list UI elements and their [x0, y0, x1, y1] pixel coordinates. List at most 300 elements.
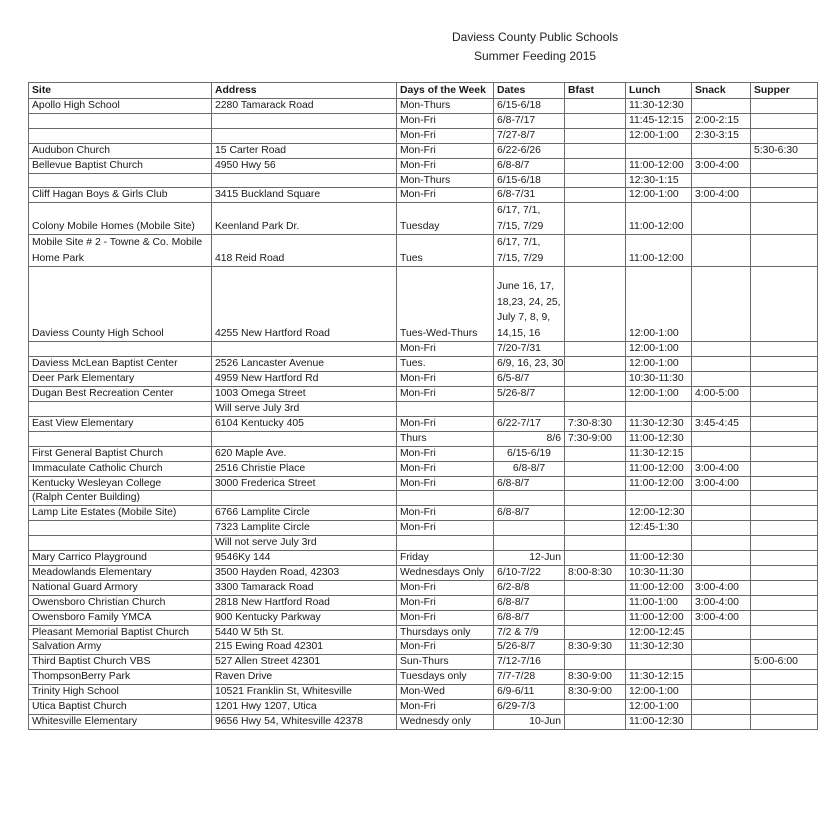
cell-site: Dugan Best Recreation Center [29, 387, 212, 402]
cell-dates [494, 491, 565, 506]
table-row [29, 128, 818, 143]
cell-days: Mon-Fri [397, 342, 494, 357]
cell-supper [751, 491, 818, 506]
cell-bfast [565, 655, 626, 670]
cell-lunch: 11:00-12:30 [626, 431, 692, 446]
cell-lunch: 12:00-1:00 [626, 357, 692, 372]
cell-bfast [565, 491, 626, 506]
cell-bfast [565, 235, 626, 267]
cell-address: 2516 Christie Place [212, 461, 397, 476]
cell-supper [751, 267, 818, 342]
cell-snack [692, 521, 751, 536]
cell-lunch: 10:30-11:30 [626, 565, 692, 580]
cell-days [397, 536, 494, 551]
cell-address: 3415 Buckland Square [212, 188, 397, 203]
cell-site: Immaculate Catholic Church [29, 461, 212, 476]
cell-site [29, 173, 212, 188]
cell-dates: 6/8-8/7 [494, 610, 565, 625]
cell-dates: 5/26-8/7 [494, 387, 565, 402]
cell-site [29, 128, 212, 143]
cell-site: Kentucky Wesleyan College [29, 476, 212, 491]
cell-days: Mon-Fri [397, 113, 494, 128]
cell-address: 527 Allen Street 42301 [212, 655, 397, 670]
cell-days: Mon-Fri [397, 580, 494, 595]
cell-bfast [565, 113, 626, 128]
cell-dates: 6/9-6/11 [494, 685, 565, 700]
cell-lunch: 11:00-12:00 [626, 610, 692, 625]
cell-supper [751, 536, 818, 551]
table-row [29, 267, 818, 342]
cell-days: Tuesdays only [397, 670, 494, 685]
cell-dates: 6/8-8/7 [494, 476, 565, 491]
cell-bfast [565, 446, 626, 461]
cell-site: ThompsonBerry Park [29, 670, 212, 685]
cell-supper [751, 446, 818, 461]
cell-site: Daviess McLean Baptist Center [29, 357, 212, 372]
cell-lunch: 11:30-12:15 [626, 446, 692, 461]
cell-site: Owensboro Christian Church [29, 595, 212, 610]
cell-supper [751, 173, 818, 188]
cell-site [29, 342, 212, 357]
cell-snack [692, 640, 751, 655]
column-header-site: Site [29, 83, 212, 99]
cell-bfast [565, 536, 626, 551]
cell-lunch: 12:45-1:30 [626, 521, 692, 536]
cell-days: Wednesdays Only [397, 565, 494, 580]
table-row [29, 158, 818, 173]
cell-address: 10521 Franklin St, Whitesville [212, 685, 397, 700]
cell-bfast [565, 580, 626, 595]
cell-address: 2280 Tamarack Road [212, 99, 397, 114]
cell-lunch: 11:00-12:00 [626, 580, 692, 595]
cell-site [29, 401, 212, 416]
table-row [29, 99, 818, 114]
cell-supper [751, 128, 818, 143]
cell-address: 4950 Hwy 56 [212, 158, 397, 173]
cell-bfast [565, 401, 626, 416]
cell-bfast [565, 625, 626, 640]
cell-site: Salvation Army [29, 640, 212, 655]
cell-supper [751, 700, 818, 715]
cell-address: 15 Carter Road [212, 143, 397, 158]
column-header-dates: Dates [494, 83, 565, 99]
cell-bfast [565, 203, 626, 235]
cell-days: Mon-Thurs [397, 173, 494, 188]
cell-days: Mon-Fri [397, 521, 494, 536]
cell-site: National Guard Armory [29, 580, 212, 595]
cell-days: Tues. [397, 357, 494, 372]
cell-lunch: 11:30-12:30 [626, 416, 692, 431]
cell-days: Mon-Fri [397, 640, 494, 655]
cell-snack [692, 715, 751, 730]
cell-snack: 3:00-4:00 [692, 595, 751, 610]
cell-days: Thurs [397, 431, 494, 446]
cell-snack: 3:00-4:00 [692, 461, 751, 476]
cell-supper [751, 580, 818, 595]
table-row [29, 476, 818, 491]
cell-address [212, 113, 397, 128]
cell-dates [494, 401, 565, 416]
cell-address: Will serve July 3rd [212, 401, 397, 416]
cell-supper [751, 188, 818, 203]
cell-address: 9546Ky 144 [212, 551, 397, 566]
table-row [29, 461, 818, 476]
cell-site: Colony Mobile Homes (Mobile Site) [29, 203, 212, 235]
cell-supper: 5:30-6:30 [751, 143, 818, 158]
table-row [29, 655, 818, 670]
cell-lunch: 11:00-12:00 [626, 203, 692, 235]
cell-dates: 6/15-6/19 [494, 446, 565, 461]
cell-site [29, 431, 212, 446]
cell-dates: 6/8-7/17 [494, 113, 565, 128]
cell-bfast [565, 372, 626, 387]
cell-snack: 3:45-4:45 [692, 416, 751, 431]
cell-site: Deer Park Elementary [29, 372, 212, 387]
cell-lunch: 12:00-1:00 [626, 342, 692, 357]
cell-bfast [565, 551, 626, 566]
cell-dates: 6/9, 16, 23, 30 [494, 357, 565, 372]
cell-address: 900 Kentucky Parkway [212, 610, 397, 625]
cell-bfast [565, 267, 626, 342]
table-row [29, 357, 818, 372]
cell-bfast [565, 506, 626, 521]
column-header-address: Address [212, 83, 397, 99]
cell-site [29, 113, 212, 128]
cell-snack [692, 203, 751, 235]
table-row [29, 685, 818, 700]
cell-address: 1201 Hwy 1207, Utica [212, 700, 397, 715]
cell-dates: 6/15-6/18 [494, 99, 565, 114]
cell-address: Keenland Park Dr. [212, 203, 397, 235]
cell-days: Mon-Fri [397, 143, 494, 158]
cell-snack [692, 99, 751, 114]
cell-supper [751, 670, 818, 685]
document-title: Daviess County Public Schools [452, 30, 619, 44]
cell-lunch: 11:30-12:30 [626, 99, 692, 114]
table-row [29, 446, 818, 461]
cell-supper [751, 401, 818, 416]
cell-dates: 7/12-7/16 [494, 655, 565, 670]
table-row [29, 580, 818, 595]
cell-site: Owensboro Family YMCA [29, 610, 212, 625]
cell-bfast [565, 521, 626, 536]
cell-lunch: 11:30-12:15 [626, 670, 692, 685]
table-row [29, 188, 818, 203]
cell-snack [692, 625, 751, 640]
cell-snack [692, 357, 751, 372]
cell-address: 2818 New Hartford Road [212, 595, 397, 610]
cell-dates: 6/17, 7/1, 7/15, 7/29 [494, 235, 565, 267]
header-row [29, 83, 818, 99]
cell-days: Mon-Fri [397, 446, 494, 461]
cell-snack [692, 342, 751, 357]
cell-dates: 6/8-8/7 [494, 595, 565, 610]
cell-days: Tues [397, 235, 494, 267]
cell-address: Will not serve July 3rd [212, 536, 397, 551]
column-header-supper: Supper [751, 83, 818, 99]
cell-dates: 6/8-8/7 [494, 506, 565, 521]
cell-site: Cliff Hagan Boys & Girls Club [29, 188, 212, 203]
table-row [29, 536, 818, 551]
cell-snack [692, 235, 751, 267]
column-header-days: Days of the Week [397, 83, 494, 99]
cell-address: 6104 Kentucky 405 [212, 416, 397, 431]
cell-days: Mon-Fri [397, 128, 494, 143]
cell-lunch [626, 536, 692, 551]
table-row [29, 640, 818, 655]
cell-bfast [565, 715, 626, 730]
table-row [29, 203, 818, 235]
cell-lunch [626, 655, 692, 670]
cell-dates: 7/27-8/7 [494, 128, 565, 143]
cell-lunch [626, 401, 692, 416]
cell-supper [751, 99, 818, 114]
cell-days: Mon-Fri [397, 610, 494, 625]
cell-snack: 3:00-4:00 [692, 188, 751, 203]
cell-site: Third Baptist Church VBS [29, 655, 212, 670]
cell-days: Mon-Fri [397, 372, 494, 387]
cell-address: 4959 New Hartford Rd [212, 372, 397, 387]
cell-days: Sun-Thurs [397, 655, 494, 670]
cell-bfast [565, 158, 626, 173]
cell-days: Thursdays only [397, 625, 494, 640]
table-row [29, 431, 818, 446]
cell-bfast [565, 700, 626, 715]
cell-address: 3500 Hayden Road, 42303 [212, 565, 397, 580]
cell-address: 5440 W 5th St. [212, 625, 397, 640]
cell-lunch [626, 491, 692, 506]
cell-address [212, 342, 397, 357]
cell-days: Mon-Fri [397, 188, 494, 203]
cell-supper [751, 158, 818, 173]
cell-lunch: 12:00-1:00 [626, 188, 692, 203]
cell-days [397, 401, 494, 416]
cell-snack: 2:00-2:15 [692, 113, 751, 128]
cell-bfast: 8:30-9:00 [565, 670, 626, 685]
cell-supper [751, 685, 818, 700]
cell-bfast: 8:30-9:30 [565, 640, 626, 655]
cell-bfast [565, 99, 626, 114]
cell-site [29, 536, 212, 551]
cell-bfast [565, 357, 626, 372]
table-row [29, 551, 818, 566]
cell-lunch: 12:30-1:15 [626, 173, 692, 188]
cell-site: Whitesville Elementary [29, 715, 212, 730]
table-row [29, 491, 818, 506]
cell-bfast [565, 461, 626, 476]
cell-lunch: 12:00-1:00 [626, 700, 692, 715]
table-row [29, 342, 818, 357]
cell-lunch: 10:30-11:30 [626, 372, 692, 387]
cell-snack: 3:00-4:00 [692, 610, 751, 625]
cell-site: Lamp Lite Estates (Mobile Site) [29, 506, 212, 521]
cell-bfast [565, 128, 626, 143]
cell-address: 3000 Frederica Street [212, 476, 397, 491]
cell-dates: 6/8-8/7 [494, 461, 565, 476]
cell-address: 4255 New Hartford Road [212, 267, 397, 342]
cell-address: 2526 Lancaster Avenue [212, 357, 397, 372]
column-header-bfast: Bfast [565, 83, 626, 99]
cell-supper [751, 715, 818, 730]
cell-snack [692, 372, 751, 387]
cell-snack: 2:30-3:15 [692, 128, 751, 143]
cell-address [212, 128, 397, 143]
cell-supper [751, 357, 818, 372]
cell-days: Mon-Fri [397, 476, 494, 491]
cell-dates: 6/5-8/7 [494, 372, 565, 387]
cell-lunch: 11:00-12:00 [626, 235, 692, 267]
cell-snack [692, 536, 751, 551]
cell-snack [692, 267, 751, 342]
schedule-body [29, 99, 818, 730]
cell-bfast [565, 595, 626, 610]
cell-site: Mobile Site # 2 - Towne & Co. Mobile Home Park [29, 235, 212, 267]
cell-dates [494, 521, 565, 536]
cell-address: 215 Ewing Road 42301 [212, 640, 397, 655]
cell-days: Mon-Fri [397, 700, 494, 715]
cell-lunch: 11:00-12:00 [626, 476, 692, 491]
cell-snack [692, 700, 751, 715]
cell-address [212, 431, 397, 446]
cell-address: 418 Reid Road [212, 235, 397, 267]
table-row [29, 506, 818, 521]
cell-bfast [565, 342, 626, 357]
cell-supper [751, 506, 818, 521]
cell-supper [751, 461, 818, 476]
cell-supper [751, 113, 818, 128]
cell-lunch: 12:00-1:00 [626, 128, 692, 143]
table-row [29, 521, 818, 536]
cell-bfast: 8:00-8:30 [565, 565, 626, 580]
cell-dates: 7/20-7/31 [494, 342, 565, 357]
cell-site: Mary Carrico Playground [29, 551, 212, 566]
cell-supper [751, 595, 818, 610]
cell-days: Mon-Fri [397, 595, 494, 610]
cell-lunch: 11:30-12:30 [626, 640, 692, 655]
cell-snack [692, 670, 751, 685]
cell-days: Mon-Fri [397, 506, 494, 521]
cell-supper [751, 235, 818, 267]
cell-lunch: 11:00-1:00 [626, 595, 692, 610]
cell-supper [751, 203, 818, 235]
cell-supper [751, 431, 818, 446]
cell-snack [692, 401, 751, 416]
cell-supper [751, 551, 818, 566]
cell-bfast: 7:30-8:30 [565, 416, 626, 431]
cell-lunch: 12:00-12:45 [626, 625, 692, 640]
cell-days: Mon-Fri [397, 387, 494, 402]
cell-supper [751, 640, 818, 655]
cell-site: Meadowlands Elementary [29, 565, 212, 580]
cell-snack: 4:00-5:00 [692, 387, 751, 402]
column-header-lunch: Lunch [626, 83, 692, 99]
table-row [29, 113, 818, 128]
cell-snack: 3:00-4:00 [692, 580, 751, 595]
cell-address: 620 Maple Ave. [212, 446, 397, 461]
cell-days: Mon-Thurs [397, 99, 494, 114]
table-row [29, 565, 818, 580]
cell-dates: 6/8-8/7 [494, 158, 565, 173]
cell-dates: 6/22-6/26 [494, 143, 565, 158]
cell-address: 1003 Omega Street [212, 387, 397, 402]
cell-site: East View Elementary [29, 416, 212, 431]
cell-supper [751, 476, 818, 491]
table-row [29, 715, 818, 730]
cell-lunch: 11:45-12:15 [626, 113, 692, 128]
cell-lunch: 12:00-1:00 [626, 267, 692, 342]
cell-address: 7323 Lamplite Circle [212, 521, 397, 536]
table-row [29, 670, 818, 685]
cell-supper [751, 521, 818, 536]
table-row [29, 401, 818, 416]
cell-lunch: 12:00-12:30 [626, 506, 692, 521]
cell-bfast [565, 476, 626, 491]
cell-bfast [565, 143, 626, 158]
cell-address: 6766 Lamplite Circle [212, 506, 397, 521]
cell-supper [751, 565, 818, 580]
cell-snack [692, 685, 751, 700]
cell-snack [692, 565, 751, 580]
cell-snack [692, 655, 751, 670]
cell-supper [751, 342, 818, 357]
cell-site: Daviess County High School [29, 267, 212, 342]
cell-dates: 5/26-8/7 [494, 640, 565, 655]
cell-site: Utica Baptist Church [29, 700, 212, 715]
table-row [29, 143, 818, 158]
cell-site: Pleasant Memorial Baptist Church [29, 625, 212, 640]
cell-days: Tues-Wed-Thurs [397, 267, 494, 342]
cell-dates: 8/6 [494, 431, 565, 446]
cell-bfast [565, 610, 626, 625]
cell-dates [494, 536, 565, 551]
cell-site: Trinity High School [29, 685, 212, 700]
table-row [29, 235, 818, 267]
table-row [29, 173, 818, 188]
cell-bfast: 7:30-9:00 [565, 431, 626, 446]
cell-supper [751, 416, 818, 431]
table-row [29, 625, 818, 640]
cell-lunch: 12:00-1:00 [626, 387, 692, 402]
cell-snack [692, 506, 751, 521]
cell-address: Raven Drive [212, 670, 397, 685]
cell-supper [751, 610, 818, 625]
table-row [29, 387, 818, 402]
cell-snack [692, 551, 751, 566]
cell-address [212, 491, 397, 506]
cell-supper [751, 625, 818, 640]
cell-days [397, 491, 494, 506]
cell-dates: 7/7-7/28 [494, 670, 565, 685]
cell-lunch: 11:00-12:30 [626, 551, 692, 566]
cell-days: Mon-Wed [397, 685, 494, 700]
cell-dates: 6/10-7/22 [494, 565, 565, 580]
cell-lunch: 12:00-1:00 [626, 685, 692, 700]
cell-snack [692, 143, 751, 158]
feeding-schedule-table [28, 82, 818, 730]
cell-address: 9656 Hwy 54, Whitesville 42378 [212, 715, 397, 730]
cell-supper [751, 387, 818, 402]
cell-dates: 6/2-8/8 [494, 580, 565, 595]
cell-dates: 10-Jun [494, 715, 565, 730]
cell-lunch: 11:00-12:30 [626, 715, 692, 730]
cell-dates: 6/29-7/3 [494, 700, 565, 715]
cell-lunch: 11:00-12:00 [626, 158, 692, 173]
table-row [29, 700, 818, 715]
table-row [29, 372, 818, 387]
document-subtitle: Summer Feeding 2015 [474, 49, 597, 63]
cell-days: Mon-Fri [397, 158, 494, 173]
cell-snack [692, 491, 751, 506]
